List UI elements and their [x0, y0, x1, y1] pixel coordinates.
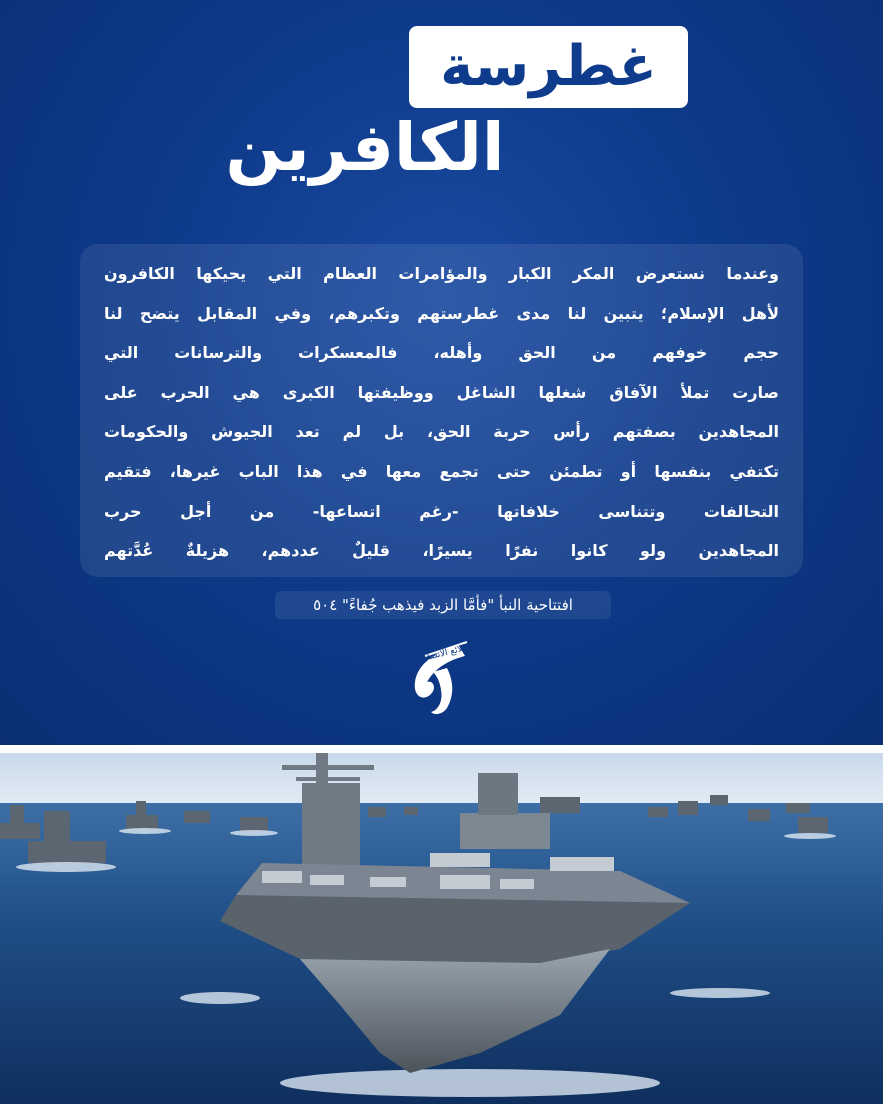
warships-photo — [0, 753, 883, 1104]
title-box — [409, 26, 688, 108]
body-line: التحالفات وتتناسى خلافاتها -رغم اتساعها- من أجل حرب — [104, 501, 779, 521]
brand-logo — [407, 638, 477, 718]
body-line: وعندما نستعرض المكر الكبار والمؤامرات العظام التي يحيكها الكافرون — [104, 264, 779, 283]
body-line: المجاهدين بصفتهم رأس حربة الحق، بل لم تعد الجيوش والحكومات — [104, 422, 779, 442]
body-line: المجاهدين ولو كانوا نفرًا يسيرًا، قليلٌ عددهم، هزيلةٌ عُدَّتهم — [104, 541, 779, 561]
body-line: تكتفي بنفسها أو تطمئن حتى تجمع معها في هذا الباب غيرها، فتقيم — [104, 461, 779, 481]
body-line: صارت تملأ الآفاق شغلها الشاغل ووظيفتها الكبرى هي الحرب على — [104, 382, 779, 402]
svg-text:طلائع الأنصار: طلائع الأنصار — [422, 642, 471, 664]
page-title: غطرسة — [440, 34, 657, 99]
body-line: حجم خوفهم من الحق وأهله، فالمعسكرات والترسانات التي — [104, 343, 779, 363]
source-caption: افتتاحية النبأ "فأمَّا الزبد فيذهب جُفاءً" ٥٠٤ — [275, 591, 611, 619]
page-subtitle: الكافرين — [225, 109, 505, 186]
body-text-panel — [80, 244, 803, 577]
divider — [0, 745, 883, 753]
body-line: لأهل الإسلام؛ يتبين لنا مدى غطرستهم وتكبرهم، وفي المقابل يتضح لنا — [104, 303, 779, 323]
